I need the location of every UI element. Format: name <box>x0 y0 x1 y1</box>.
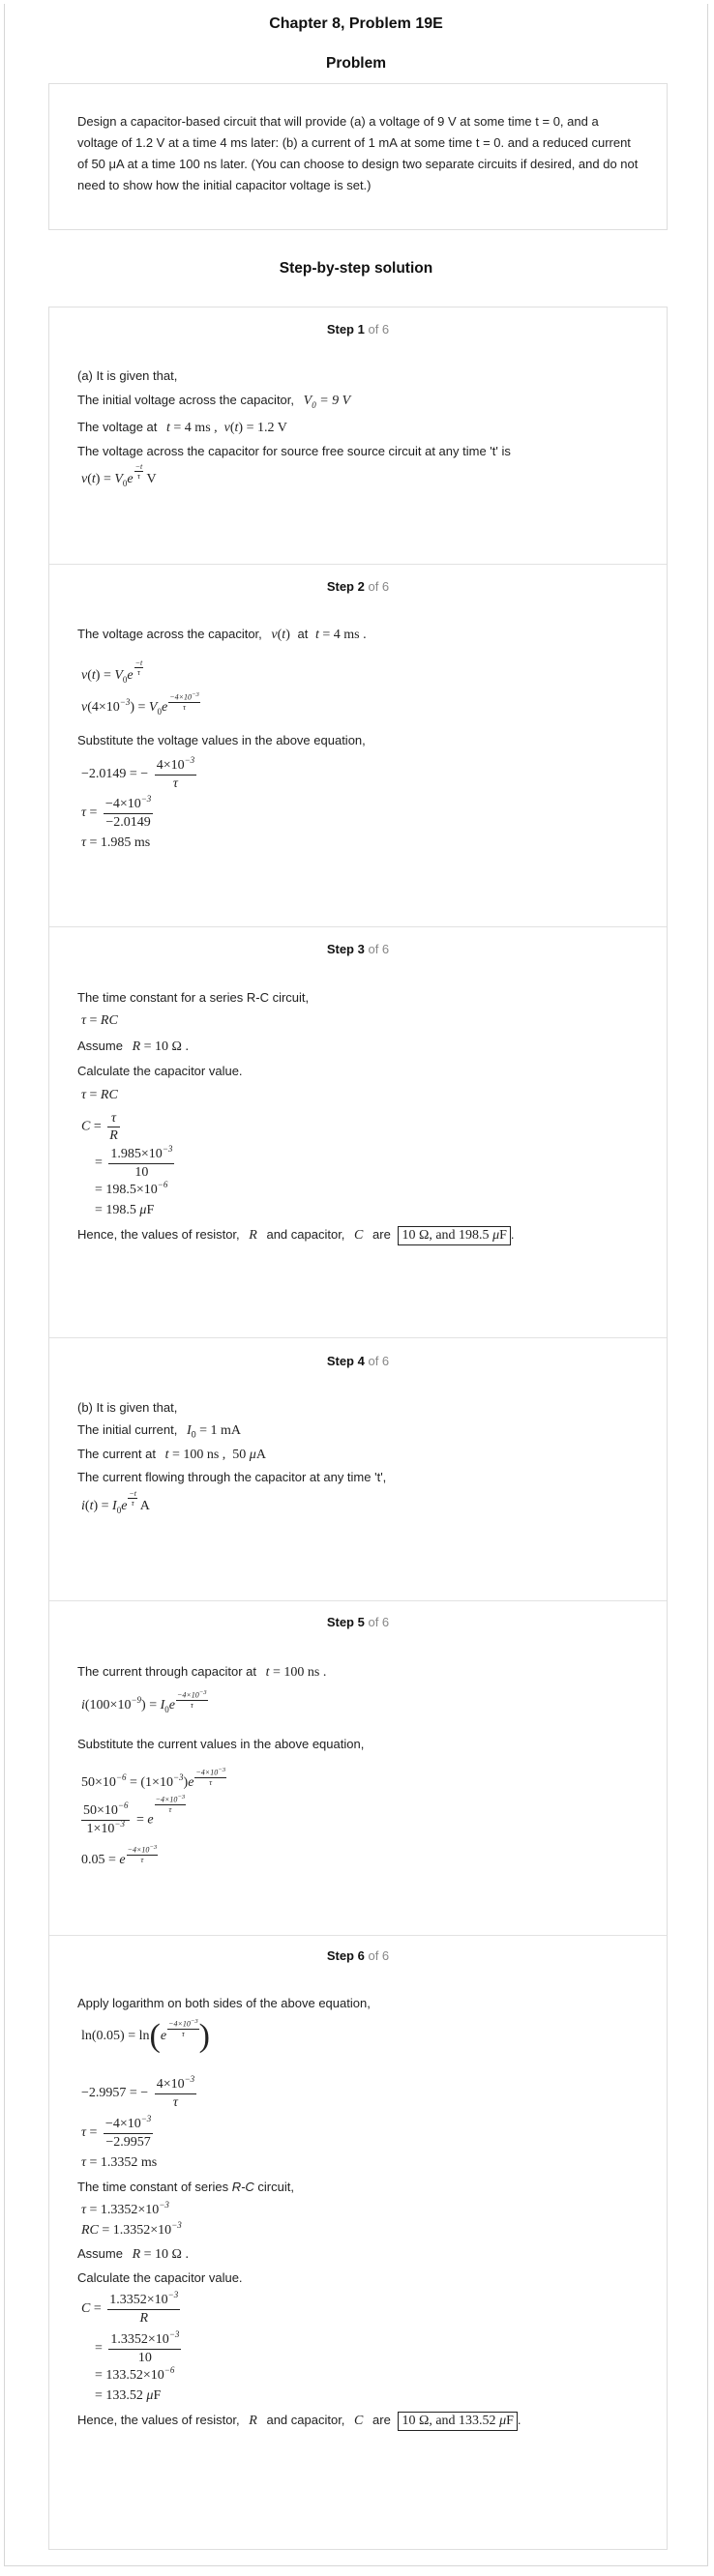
step-3-assume: Assume R = 10 Ω . <box>77 1039 189 1054</box>
step-5-eq4: 0.05 = e $\frac{-4\times 10^{-3}}{\tau}$ <box>81 1844 158 1867</box>
step-6-rc: RC = $1.3352\times 10^{-3}$ <box>81 2220 182 2238</box>
step-6-tau: $\tau = 1.3352\times 10^{-3}$ <box>81 2200 169 2217</box>
step-divider <box>49 1935 667 1936</box>
step-3-answer-line: Hence, the values of resistor, R and capacitor, C are 10 Ω, and 198.5 μF . <box>77 1226 515 1245</box>
step-5-text-2: Substitute the current values in the above equation, <box>77 1737 365 1751</box>
step-2-eq3: −2.0149 = − $\frac{4\times 10^{-3}}{\tau}$ <box>81 755 195 791</box>
step-1-text-4: The voltage across the capacitor for source free source circuit at any time 't' is <box>77 444 511 458</box>
step-6-eq4: τ = 1.3352 ms <box>81 2155 158 2170</box>
step-1-label: Step 1 of 6 <box>326 322 390 337</box>
step-6-answer-line: Hence, the values of resistor, R and capacitor, C are 10 Ω, and 133.52 μF . <box>77 2412 521 2431</box>
step-2-label: Step 2 of 6 <box>326 579 390 594</box>
step-3-tau-rc-2: τ = RC <box>81 1088 118 1102</box>
step-3-label: Step 3 of 6 <box>326 942 390 956</box>
step-2-eq2: $v(4\times 10^{-3}) = V_0e$ $\frac{-4\times 10^{-3}}{\tau}$ <box>81 691 199 717</box>
step-2-eq1: $v(t) = V_0e$ $\frac{-t}{\tau}$ <box>81 659 143 685</box>
step-2-eq4: τ = $\frac{-4\times 10^{-3}}{-2.0149}$ <box>81 794 152 830</box>
step-4-line-t: The current at t = 100 ns , 50 μA <box>77 1447 266 1462</box>
step-5-line-1: The current through capacitor at t = 100 ns . <box>77 1664 327 1680</box>
steps-card <box>48 307 668 2550</box>
step-3-tau-rc: τ = RC <box>81 1013 118 1028</box>
step-3-c2: = $198.5\times 10^{-6}$ <box>95 1180 168 1197</box>
step-6-text-4: Calculate the capacitor value. <box>77 2270 243 2285</box>
step-6-answer-box: 10 Ω, and 133.52 μF <box>398 2412 517 2431</box>
step-3-text-3: Calculate the capacitor value. <box>77 1064 243 1078</box>
step-4-text-4: The current flowing through the capacitor at any time 't', <box>77 1470 387 1484</box>
step-3-answer-box: 10 Ω, and 198.5 μF <box>398 1226 510 1245</box>
step-5-label: Step 5 of 6 <box>326 1615 390 1629</box>
step-1-text-1: (a) It is given that, <box>77 368 178 383</box>
step-3-c-eq: C = $\frac{\tau}{R}$ <box>81 1111 118 1143</box>
step-1-line-t: The voltage at t = 4 ms , v(t) = 1.2 V <box>77 420 287 435</box>
page <box>4 4 708 2566</box>
problem-heading: Problem <box>325 55 386 72</box>
step-6-assume: Assume R = 10 Ω . <box>77 2246 189 2262</box>
step-6-eq2: −2.9957 = − $\frac{4\times 10^{-3}}{\tau}$ <box>81 2074 195 2110</box>
step-6-eq3: τ = $\frac{-4\times 10^{-3}}{-2.9957}$ <box>81 2114 152 2150</box>
step-1-line-v0: The initial voltage across the capacitor, $V_0 = 9$ V <box>77 393 351 410</box>
step-5-eq2: $50\times 10^{-6} = (1\times 10^{-3})e$ $\frac{-4\times 10^{-3}}{\tau}$ <box>81 1767 226 1790</box>
step-3-c1: = $\frac{1.985\times 10^{-3}}{10}$ <box>95 1144 173 1180</box>
step-5-eq1: $i(100\times 10^{-9}) = I_0e$ $\frac{-4\times 10^{-3}}{\tau}$ <box>81 1689 207 1714</box>
step-4-line-i0: The initial current, $I_0 = 1$ mA <box>77 1422 242 1440</box>
step-2-text-3: Substitute the voltage values in the above equation, <box>77 733 366 747</box>
step-6-text-2: The time constant of series R-C circuit, <box>77 2180 294 2194</box>
step-divider <box>49 1337 667 1338</box>
solution-heading: Step-by-step solution <box>279 260 433 277</box>
step-6-c2: = $133.52\times 10^{-6}$ <box>95 2365 175 2383</box>
step-6-c3: = 133.52 μF <box>95 2388 162 2403</box>
page-title: Chapter 8, Problem 19E <box>269 15 443 32</box>
v0-math: $V_0 = 9$ V <box>303 394 351 410</box>
step-4-label: Step 4 of 6 <box>326 1354 390 1368</box>
step-1-eq: $v(t) = V_0e$ $\frac{-t}{\tau}$ V <box>81 462 157 488</box>
step-2-line-1: The voltage across the capacitor, v(t) at t = 4 ms . <box>77 627 367 642</box>
problem-text: Design a capacitor-based circuit that will provide (a) a voltage of 9 V at some time t = 0, and a voltage of 1.2 V at a time 4 ms later: (b) a current of 1 mA at some time t = 0. and a reduced current of 50 μA at a time 100 ns later. (You can choose to design two separate circuits if desired, and do not need to show how the initial capacitor voltage is set.) <box>77 114 639 192</box>
step-6-c-eq: C = $\frac{1.3352\times 10^{-3}}{R}$ <box>81 2290 179 2326</box>
step-2-eq5: τ = 1.985 ms <box>81 835 151 850</box>
step-divider <box>49 1600 667 1601</box>
step-6-text-1: Apply logarithm on both sides of the above equation, <box>77 1996 371 2010</box>
step-3-c3: = 198.5 μF <box>95 1203 155 1217</box>
step-6-label: Step 6 of 6 <box>326 1948 390 1963</box>
step-6-c1: = $\frac{1.3352\times 10^{-3}}{10}$ <box>95 2329 180 2365</box>
step-divider <box>49 926 667 927</box>
problem-card <box>48 83 668 230</box>
step-6-ln: ln(0.05) = ln(e $\frac{-4\times 10^{-3}}{\tau}$ ) <box>81 2018 210 2054</box>
step-5-eq3: $\frac{50\times 10^{-6}}{1\times 10^{-3}}$ = e $\frac{-4\times 10^{-3}}{\tau}$ <box>83 1794 186 1836</box>
step-4-text-1: (b) It is given that, <box>77 1400 178 1415</box>
step-3-text-1: The time constant for a series R-C circuit, <box>77 990 310 1005</box>
step-divider <box>49 564 667 565</box>
step-4-eq: $i(t) = I_0e$ $\frac{-t}{\tau}$ A <box>81 1489 150 1515</box>
